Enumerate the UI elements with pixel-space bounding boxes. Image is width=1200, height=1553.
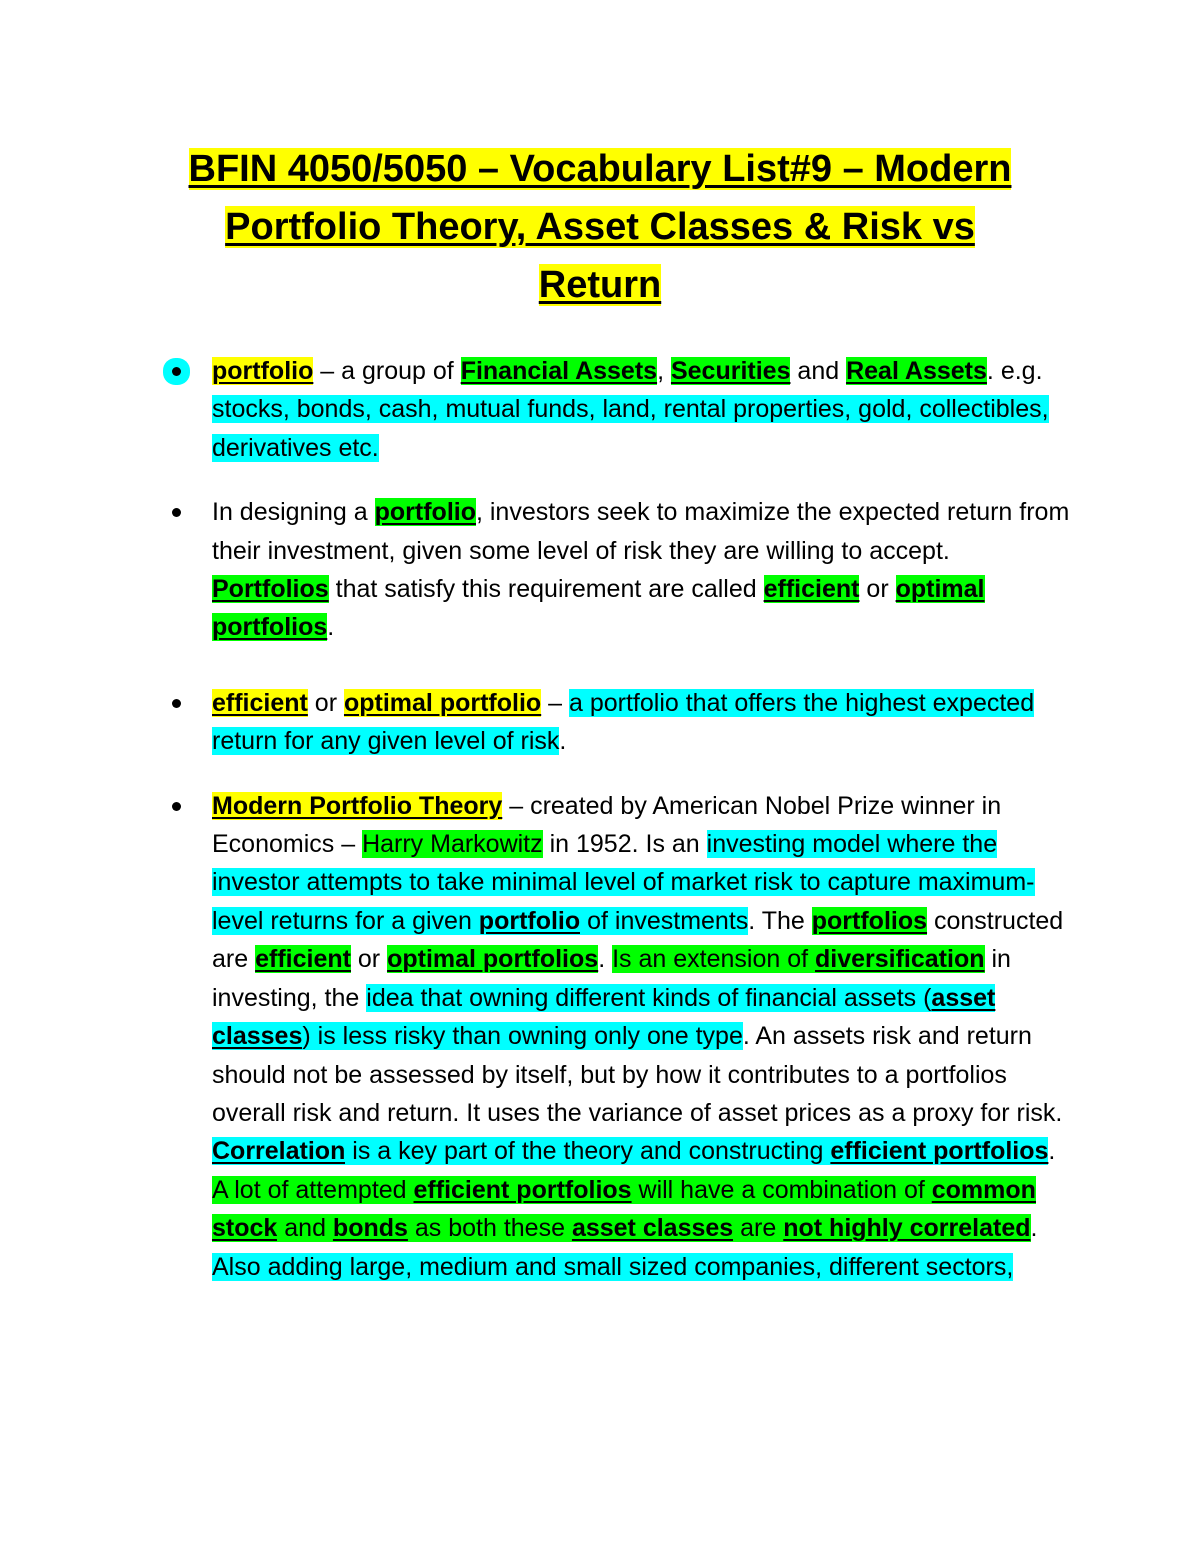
term-portfolio: portfolio [374,498,476,527]
term-portfolios: portfolios [811,906,928,935]
text-segment: . [559,727,567,756]
term-bonds: bonds [332,1214,408,1243]
title-line-3: Return [538,264,662,306]
text-segment: . An assets risk and return should not be assessed by itself, but by how it contributes to a portfolios overall risk and return. It uses the variance of asset prices as a proxy for risk. [212,1022,1063,1127]
highlighted-definition: a portfolio that offers the highest expected return for any given level of risk [212,688,1035,756]
text-segment: . e.g. [986,357,1043,385]
list-item-portfolio [212,352,1072,467]
text-segment: – a group of [313,357,461,385]
bullet-icon [172,367,181,376]
term-correlation: Correlation [212,1137,346,1166]
text-segment: or [859,575,896,604]
term-asset-classes: asset classes [571,1214,734,1243]
highlighted-text: as both these [407,1214,572,1243]
term-efficient-portfolios: efficient portfolios [413,1175,632,1204]
text-segment: In designing a [212,498,375,527]
vocabulary-list [212,352,1072,1286]
term-optimal-portfolios: optimal portfolios [212,575,985,642]
text-segment: constructed are [212,906,1064,974]
highlighted-harry-markowitz: Harry Markowitz [362,830,543,859]
text-segment: in 1952. Is an [542,830,707,859]
text-segment: , [657,357,671,385]
highlighted-text: are [733,1214,784,1243]
list-item-designing-portfolio [212,493,1072,647]
bullet-icon [172,802,181,811]
text-segment: that satisfy this requirement are called [328,575,764,604]
highlighted-text: of investments [580,906,749,935]
highlighted-text: and [277,1214,333,1243]
text-segment: . [1048,1137,1056,1166]
title-line-1: BFIN 4050/5050 – Vocabulary List#9 – Modern [188,148,1012,190]
highlighted-examples: stocks, bonds, cash, mutual funds, land, rental properties, gold, collectibles, derivatives etc. [212,395,1049,462]
highlighted-text: idea that owning different kinds of financial assets ( [366,983,932,1012]
text-segment: or [350,945,388,974]
term-common-stock: common stock [212,1175,1036,1243]
list-item-efficient-portfolio [212,684,1072,761]
title-line-2: Portfolio Theory, Asset Classes & Risk vs [225,206,975,248]
text-segment: . [327,613,335,642]
text-segment: in investing, the [212,945,1011,1012]
highlighted-text: Is an extension of [612,945,815,974]
highlighted-text: Also adding large, medium and small sized companies, different sectors, [212,1252,1014,1281]
highlighted-text: A lot of attempted [212,1175,414,1204]
term-real-assets: Real Assets [846,357,987,385]
term-optimal-portfolios: optimal portfolios [387,945,599,974]
text-segment: – [541,688,569,717]
term-securities: Securities [670,357,791,385]
document-title [130,140,1070,314]
term-financial-assets: Financial Assets [460,357,658,385]
text-segment: and [790,357,847,385]
term-efficient: efficient [763,575,860,604]
text-segment: . The [748,906,812,935]
text-segment: , investors seek to maximize the expected return from their investment, given some level of risk they are willing to accept. [212,498,1070,565]
term-diversification: diversification [815,945,985,974]
list-item-modern-portfolio-theory [212,787,1072,1286]
text-segment: . [1030,1214,1038,1243]
text-segment: . [598,945,613,974]
term-portfolio: portfolio [212,357,314,385]
highlighted-text: is a key part of the theory and constructing [345,1137,831,1166]
term-modern-portfolio-theory: Modern Portfolio Theory [212,791,503,820]
term-optimal-portfolio: optimal portfolio [343,688,542,717]
term-portfolio: portfolio [478,906,581,935]
bullet-icon [172,699,181,708]
text-segment: or [307,688,344,717]
term-efficient-portfolios: efficient portfolios [830,1137,1049,1166]
term-asset-classes: asset classes [212,983,996,1051]
highlighted-text: investing model where the investor attempts to take minimal level of market risk to capture maximum-level returns for a given [212,830,1035,935]
term-not-highly-correlated: not highly correlated [783,1214,1031,1243]
bullet-icon [172,508,181,517]
term-efficient: efficient [212,688,308,717]
text-segment: – created by American Nobel Prize winner in Economics – [212,791,1002,859]
highlighted-text: ) is less risky than owning only one type [302,1022,743,1051]
term-portfolios: Portfolios [212,575,329,604]
highlighted-text: will have a combination of [631,1175,932,1204]
term-efficient: efficient [255,945,351,974]
